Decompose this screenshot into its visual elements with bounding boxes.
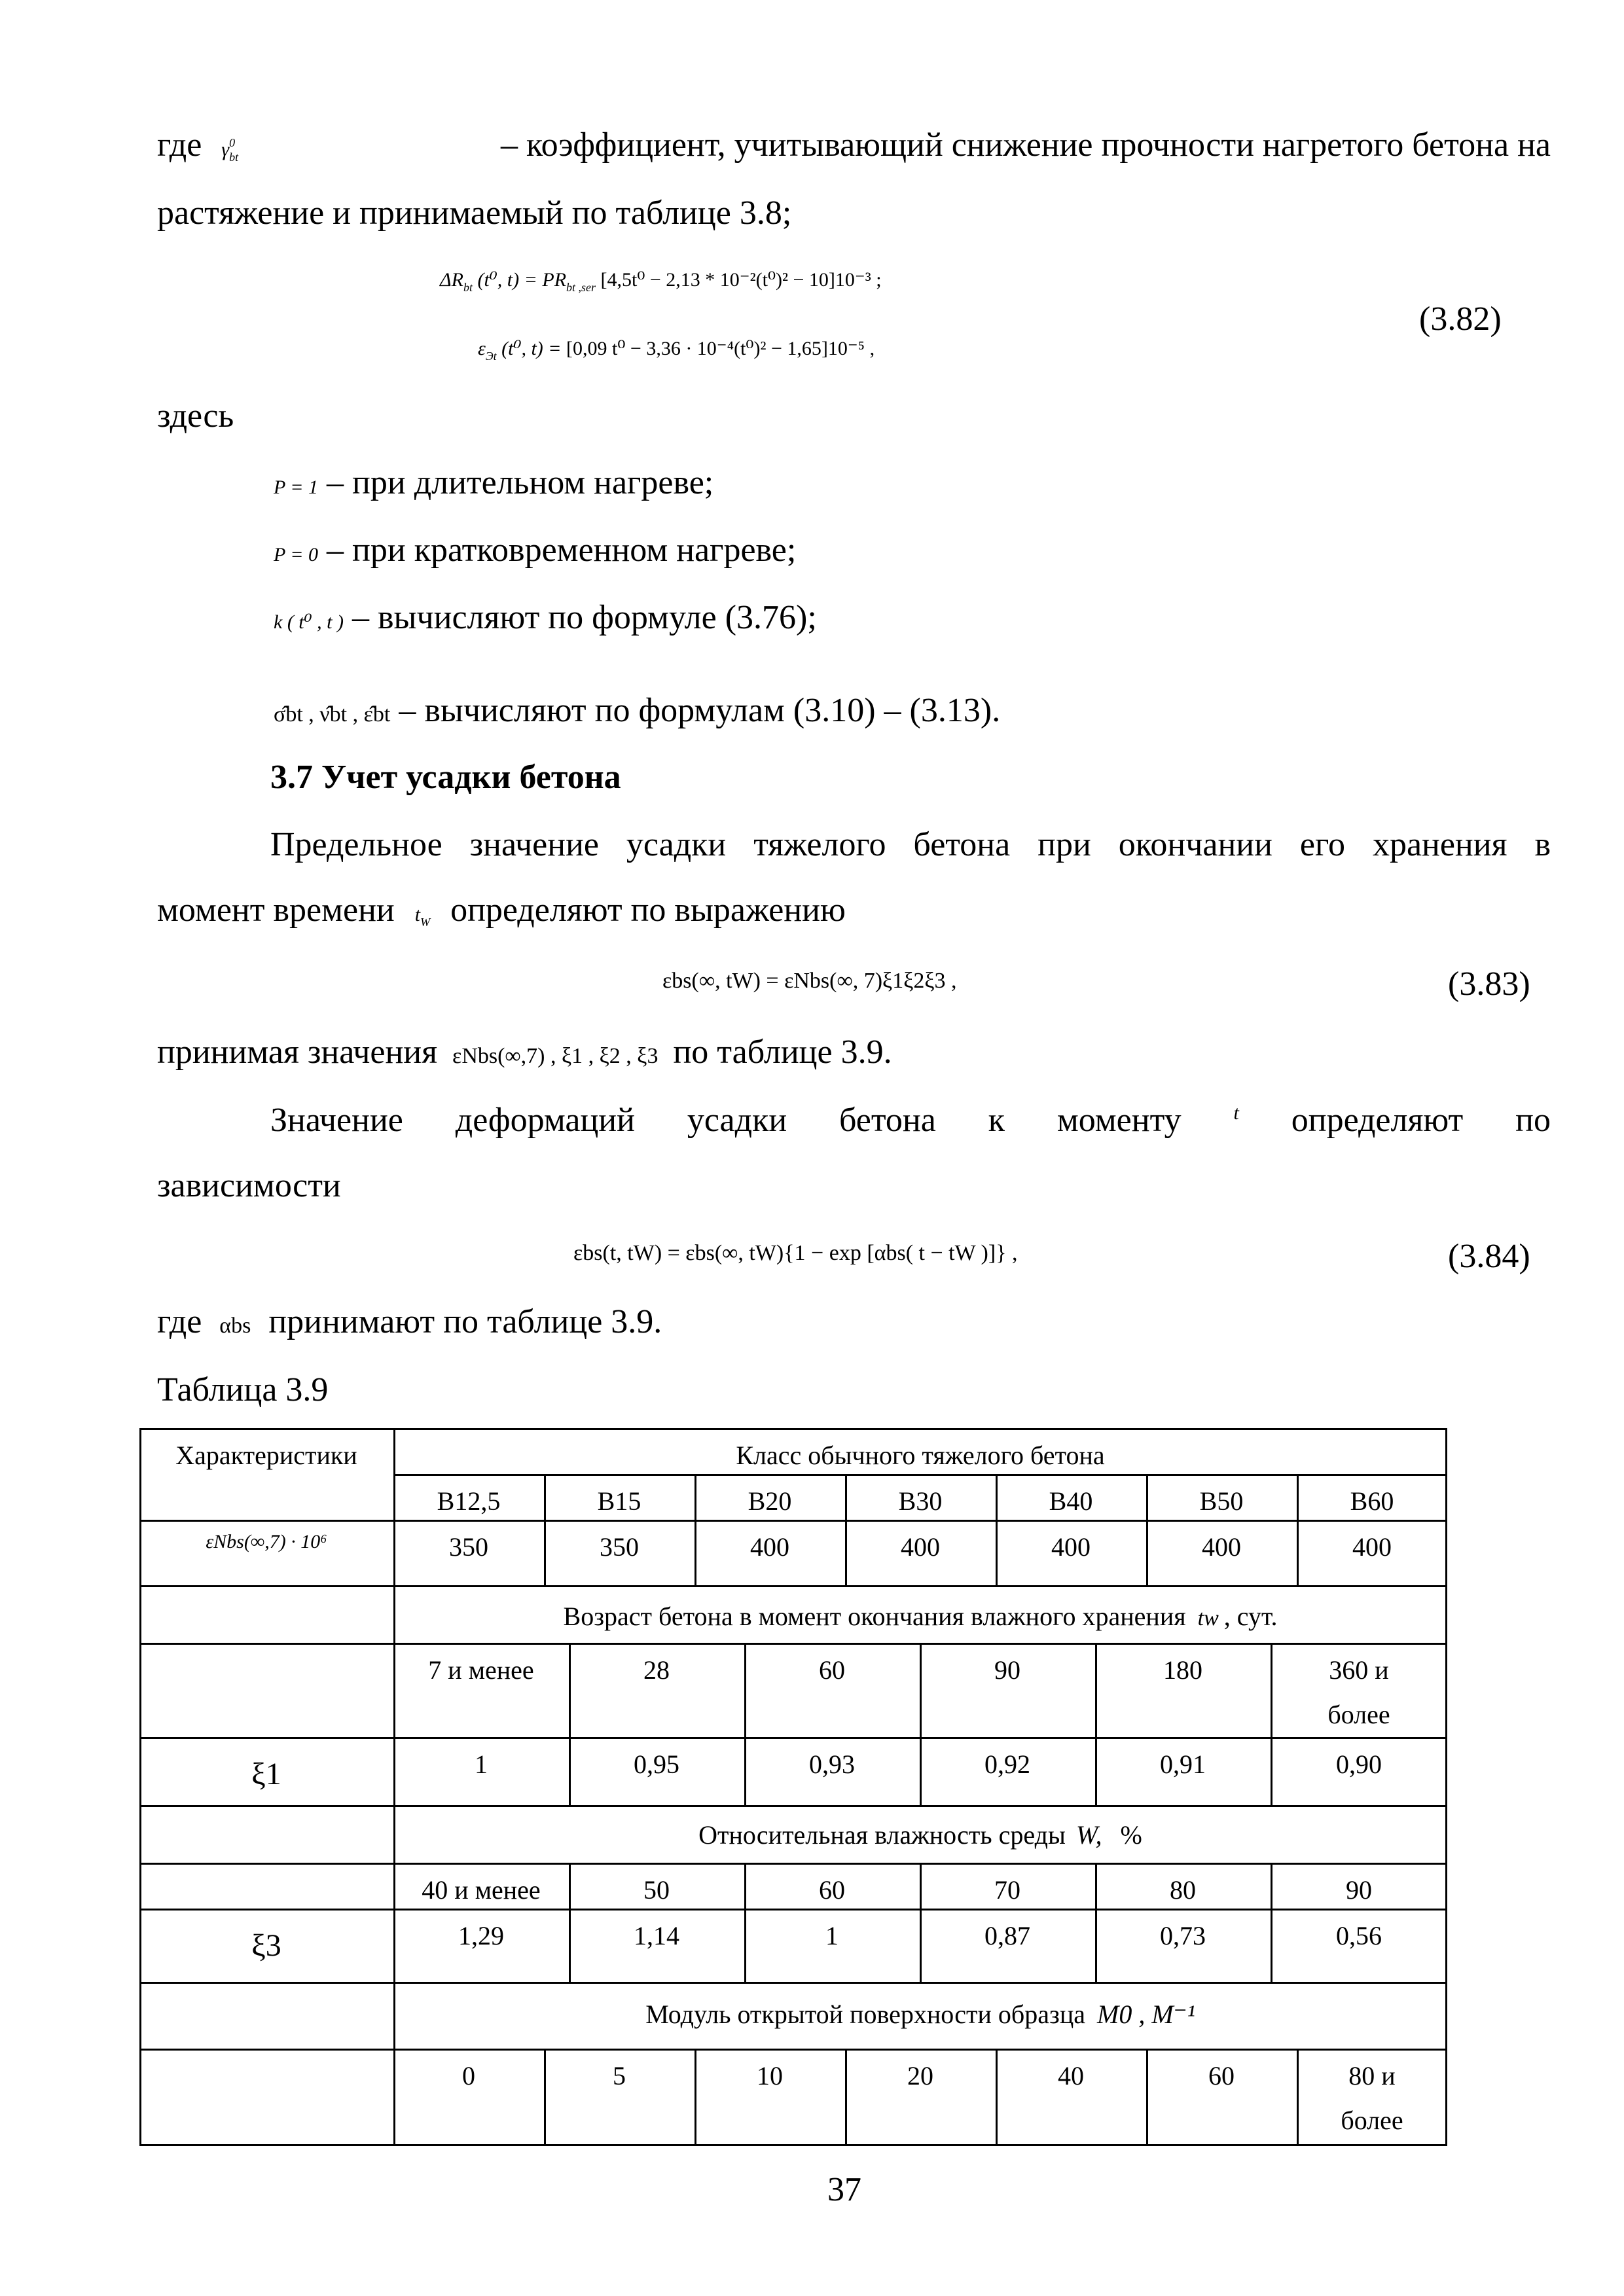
- xi1-value: 0,93: [809, 1749, 855, 1779]
- param-sigma-expr: σ̂bt , ν̂bt , ε̂bt: [274, 702, 391, 726]
- age-cell: 90: [994, 1655, 1020, 1685]
- modulus-cell: 0: [462, 2061, 475, 2090]
- humidity-cell: 60: [819, 1875, 845, 1905]
- param-p0: [274, 533, 796, 567]
- xi3-value: 0,87: [984, 1921, 1030, 1950]
- paragraph-taking-values: принимая значения εNbs(∞,7) , ξ1 , ξ2 , ξ3 по таблице 3.9.: [157, 1033, 892, 1071]
- paragraph-shrinkage-line1: Предельное значение усадки тяжелого бетона при окончании его хранения в: [270, 826, 1551, 863]
- xi3-value: 1,29: [458, 1921, 504, 1950]
- modulus-cell: 80 и более: [1341, 2061, 1403, 2135]
- xi3-label: ξ3: [251, 1928, 281, 1963]
- equation-3-84: εbs(t, tW) = εbs(∞, tW){1 − exp [αbs( t − tW )]} ,: [573, 1241, 1018, 1265]
- humidity-cell: 90: [1346, 1875, 1372, 1905]
- paragraph-alpha: где αbs принимают по таблице 3.9.: [157, 1303, 662, 1340]
- class-cell: B50: [1199, 1486, 1244, 1516]
- param-sigma-text: – вычисляют по формулам (3.10) – (3.13).: [399, 692, 1001, 729]
- paragraph-deformation-line2: зависимости: [157, 1167, 341, 1204]
- class-cell: B60: [1350, 1486, 1394, 1516]
- modulus-cell: 20: [907, 2061, 933, 2090]
- class-cell: B20: [748, 1486, 792, 1516]
- table-caption: Таблица 3.9: [157, 1371, 329, 1408]
- equation-3-83: εbs(∞, tW) = εNbs(∞, 7)ξ1ξ2ξ3 ,: [662, 969, 957, 993]
- paragraph-deformation-line1: Значение деформаций усадки бетона к моменту t определяют по: [270, 1102, 1551, 1139]
- paragraph-gamma-rest: – коэффициент, учитывающий снижение прочности нагретого бетона на: [501, 126, 1551, 164]
- eps-value: 400: [901, 1532, 940, 1562]
- class-cell: B30: [898, 1486, 943, 1516]
- param-p1-expr: P = 1: [274, 476, 319, 498]
- eps-value: 350: [449, 1532, 488, 1562]
- paragraph-shrinkage-line2: момент времени $t_W$ определяют по выражению: [157, 891, 846, 929]
- age-header: Возраст бетона в момент окончания влажного хранения tw , сут.: [563, 1602, 1278, 1631]
- modulus-cell: 5: [613, 2061, 626, 2090]
- xi3-value: 1,14: [634, 1921, 679, 1950]
- eps-value: 400: [1202, 1532, 1241, 1562]
- xi1-value: 0,92: [984, 1749, 1030, 1779]
- modulus-cell: 60: [1208, 2061, 1235, 2090]
- modulus-header: Модуль открытой поверхности образца M0 , M⁻¹: [645, 2000, 1195, 2029]
- modulus-cell: 40: [1058, 2061, 1084, 2090]
- param-p0-expr: P = 0: [274, 544, 319, 565]
- humidity-cell: 40 и менее: [422, 1875, 541, 1905]
- age-cell: 28: [643, 1655, 670, 1685]
- humidity-cell: 50: [643, 1875, 670, 1905]
- param-k-expr: k ( t⁰ , t ): [274, 611, 344, 633]
- equation-3-82-line1: $\Delta R_{bt}$ (t⁰, $t) = PR_{bt ,ser}$ [4,5t⁰ − 2,13 * 10⁻²(t⁰)² − 10]10⁻³ ;: [440, 269, 882, 294]
- xi1-value: 0,90: [1336, 1749, 1382, 1779]
- taking-values-expr: εNbs(∞,7) , ξ1 , ξ2 , ξ3: [452, 1044, 659, 1068]
- param-sigma: [274, 694, 1000, 728]
- section-heading: 3.7 Учет усадки бетона: [270, 759, 621, 796]
- param-p0-text: – при кратковременном нагреве;: [327, 531, 797, 569]
- eps-value: 400: [750, 1532, 789, 1562]
- page-number: 37: [827, 2171, 861, 2208]
- age-cell: 7 и менее: [428, 1655, 534, 1685]
- xi3-value: 1: [825, 1921, 839, 1950]
- paragraph-gamma: [157, 128, 1551, 162]
- class-cell: B15: [597, 1486, 641, 1516]
- header-characteristics: Характеристики: [175, 1441, 357, 1470]
- eps-label: εNbs(∞,7) · 10⁶: [206, 1531, 327, 1552]
- eps-value: 350: [600, 1532, 639, 1562]
- class-cell: B40: [1049, 1486, 1093, 1516]
- class-cell: B12,5: [437, 1486, 501, 1516]
- xi1-label: ξ1: [251, 1757, 281, 1791]
- xi1-value: 0,95: [634, 1749, 679, 1779]
- age-cell: 180: [1163, 1655, 1202, 1685]
- header-concrete-class: Класс обычного тяжелого бетона: [736, 1441, 1105, 1470]
- eps-value: 400: [1051, 1532, 1091, 1562]
- modulus-cell: 10: [757, 2061, 783, 2090]
- humidity-cell: 80: [1170, 1875, 1196, 1905]
- param-k-text: – вычисляют по формуле (3.76);: [352, 599, 817, 636]
- param-p1-text: – при длительном нагреве;: [327, 464, 714, 501]
- equation-3-82-line2: $\varepsilon_{Эt}$ (t⁰, t) = [0,09 t⁰ − 3,36 · 10⁻⁴(t⁰)² − 1,65]10⁻⁵ ,: [478, 338, 875, 363]
- shrinkage-table: [139, 1428, 1447, 2146]
- param-p1: [274, 466, 713, 500]
- xi1-value: 1: [475, 1749, 488, 1779]
- gamma-symbol: $\gamma_{bt}^0$: [221, 136, 239, 164]
- alpha-symbol: αbs: [219, 1314, 251, 1338]
- humidity-empty: [139, 1863, 393, 1868]
- equation-3-82-number: (3.82): [1419, 300, 1502, 338]
- eps-value: 400: [1352, 1532, 1392, 1562]
- text-where: где: [157, 126, 202, 164]
- xi1-value: 0,91: [1160, 1749, 1206, 1779]
- equation-3-83-number: (3.83): [1448, 965, 1530, 1003]
- age-cell: 60: [819, 1655, 845, 1685]
- xi3-value: 0,73: [1160, 1921, 1206, 1950]
- equation-3-84-number: (3.84): [1448, 1238, 1530, 1275]
- humidity-cell: 70: [994, 1875, 1020, 1905]
- xi3-value: 0,56: [1336, 1921, 1382, 1950]
- text-here: здесь: [157, 397, 234, 435]
- humidity-header: Относительная влажность среды W, %: [698, 1820, 1142, 1850]
- paragraph-gamma-line2: растяжение и принимаемый по таблице 3.8;: [157, 194, 792, 232]
- age-cell: 360 и более: [1327, 1655, 1390, 1729]
- param-k: [274, 601, 817, 635]
